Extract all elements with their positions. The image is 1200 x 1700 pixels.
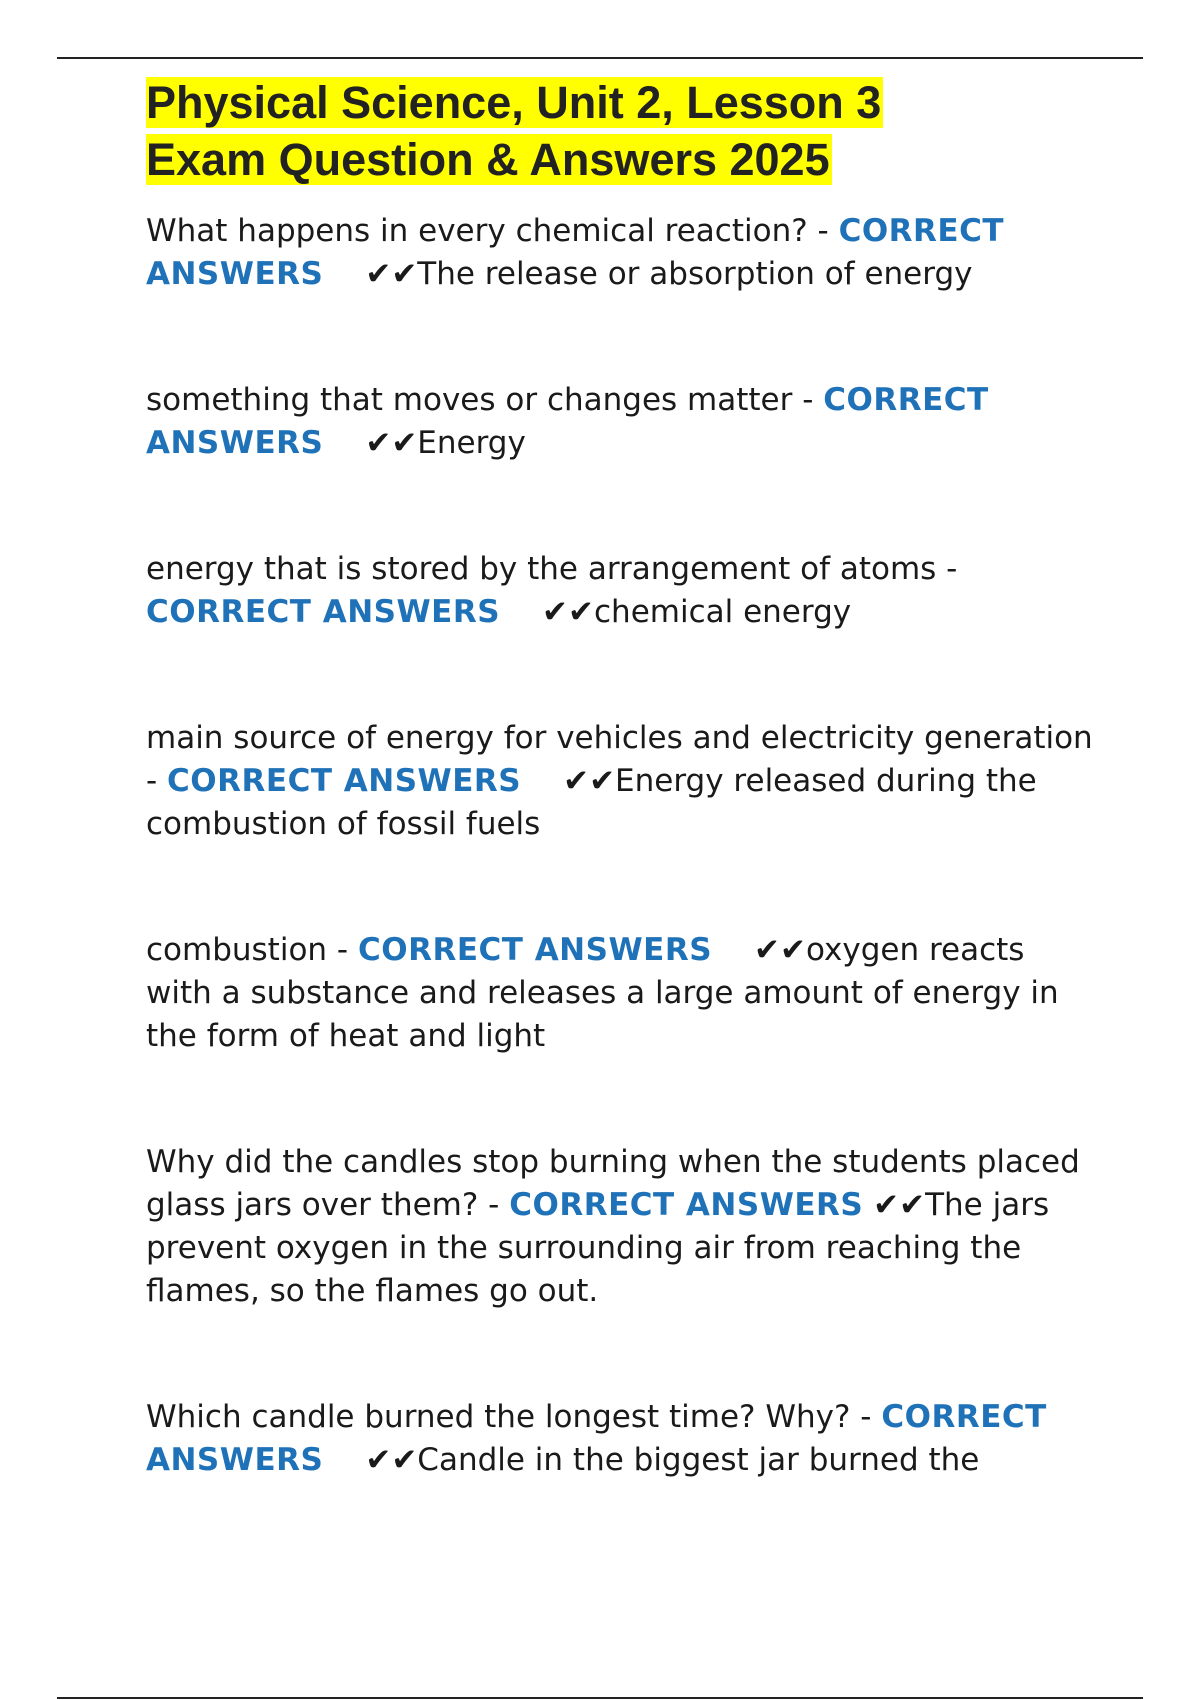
- answer-text: Energy: [417, 425, 526, 461]
- double-check-icon: ✔✔: [542, 594, 594, 630]
- separator: -: [146, 763, 168, 799]
- question-text: combustion: [146, 932, 328, 968]
- double-check-icon: ✔✔: [365, 256, 418, 292]
- qa-item: [146, 1396, 1096, 1482]
- separator: -: [327, 932, 358, 968]
- title-line-2: Exam Question & Answers 2025: [146, 134, 830, 185]
- separator: -: [850, 1399, 882, 1435]
- answer-text: oxygen reacts with a substance and releases a large amount of energy in the form of heat and light: [146, 932, 1059, 1054]
- double-check-icon: ✔✔: [365, 425, 418, 461]
- question-text: main source of energy for vehicles and electricity generation: [146, 720, 1093, 756]
- correct-answers-tag: CORRECT ANSWERS: [146, 594, 501, 630]
- answer-text: chemical energy: [594, 594, 852, 630]
- correct-answers-tag: CORRECT ANSWERS: [146, 1399, 1047, 1478]
- double-check-icon: ✔✔: [365, 1442, 418, 1478]
- qa-item: [146, 210, 1096, 296]
- question-text: something that moves or changes matter: [146, 382, 793, 418]
- answer-text: Energy released during the combustion of fossil fuels: [146, 763, 1037, 842]
- top-rule: [57, 57, 1143, 59]
- correct-answers-tag: CORRECT ANSWERS: [509, 1187, 864, 1223]
- double-check-icon: ✔✔: [754, 932, 806, 968]
- qa-item: [146, 1141, 1096, 1313]
- correct-answers-tag: CORRECT ANSWERS: [146, 382, 989, 461]
- double-check-icon: ✔✔: [873, 1187, 926, 1223]
- question-text: What happens in every chemical reaction?: [146, 213, 808, 249]
- answer-text: The jars prevent oxygen in the surrounding air from reaching the flames, so the flames go out.: [146, 1187, 1050, 1309]
- separator: -: [807, 213, 839, 249]
- title-line-1: Physical Science, Unit 2, Lesson 3: [146, 77, 882, 128]
- qa-item: [146, 929, 1096, 1058]
- separator: -: [478, 1187, 510, 1223]
- correct-answers-tag: CORRECT ANSWERS: [357, 932, 713, 968]
- document-page: [146, 74, 1096, 1565]
- question-text: Which candle burned the longest time? Why?: [146, 1399, 851, 1435]
- double-check-icon: ✔✔: [563, 763, 616, 799]
- qa-item: [146, 717, 1096, 846]
- qa-item: [146, 548, 1096, 634]
- answer-text: Candle in the biggest jar burned the: [417, 1442, 980, 1478]
- answer-text: The release or absorption of energy: [417, 256, 973, 292]
- correct-answers-tag: CORRECT ANSWERS: [167, 763, 522, 799]
- question-text: energy that is stored by the arrangement of atoms: [146, 551, 937, 587]
- question-text: Why did the candles stop burning when the students placed glass jars over them?: [146, 1144, 1080, 1223]
- bottom-rule: [57, 1697, 1143, 1699]
- document-title: [146, 74, 1096, 188]
- separator: -: [936, 551, 958, 587]
- separator: -: [792, 382, 824, 418]
- qa-item: [146, 379, 1096, 465]
- correct-answers-tag: CORRECT ANSWERS: [146, 213, 1004, 292]
